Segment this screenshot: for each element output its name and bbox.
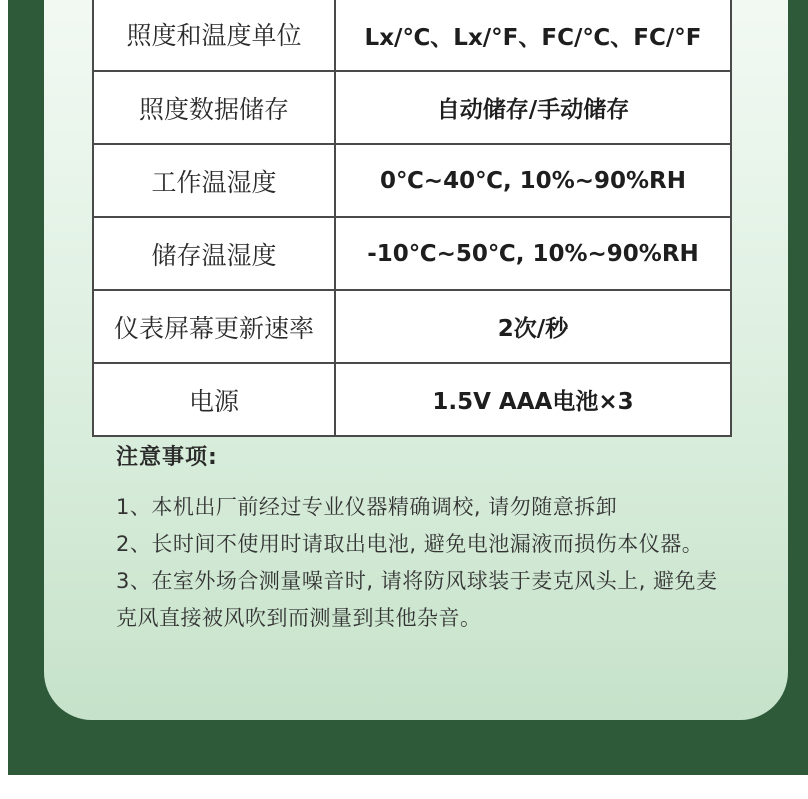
- spec-label: 工作温湿度: [93, 144, 335, 217]
- content-panel: [44, 0, 788, 720]
- spec-label: 仪表屏幕更新速率: [93, 290, 335, 363]
- table-row: [93, 144, 731, 217]
- note-item: 3、在室外场合测量噪音时, 请将防风球装于麦克风头上, 避免麦克风直接被风吹到而测量到其他杂音。: [116, 569, 718, 630]
- spec-value: -10℃~50℃, 10%~90%RH: [335, 217, 731, 290]
- table-row: [93, 363, 731, 436]
- spec-value: 0℃~40℃, 10%~90%RH: [335, 144, 731, 217]
- note-item: 2、长时间不使用时请取出电池, 避免电池漏液而损伤本仪器。: [116, 532, 704, 556]
- spec-value: 2次/秒: [335, 290, 731, 363]
- green-frame: [8, 0, 808, 775]
- spec-label: 储存温湿度: [93, 217, 335, 290]
- table-row: [93, 217, 731, 290]
- spec-value: 自动储存/手动储存: [335, 71, 731, 144]
- table-row: [93, 0, 731, 71]
- table-row: [93, 71, 731, 144]
- spec-table: [92, 0, 732, 437]
- spec-label: 照度和温度单位: [93, 0, 335, 71]
- notes-section: [116, 440, 736, 637]
- notes-title: 注意事项:: [116, 445, 218, 470]
- spec-value: 1.5V AAA电池×3: [335, 363, 731, 436]
- table-row: [93, 290, 731, 363]
- note-item: 1、本机出厂前经过专业仪器精确调校, 请勿随意拆卸: [116, 495, 618, 519]
- spec-label: 照度数据储存: [93, 71, 335, 144]
- spec-value: Lx/℃、Lx/°F、FC/℃、FC/°F: [335, 0, 731, 71]
- spec-label: 电源: [93, 363, 335, 436]
